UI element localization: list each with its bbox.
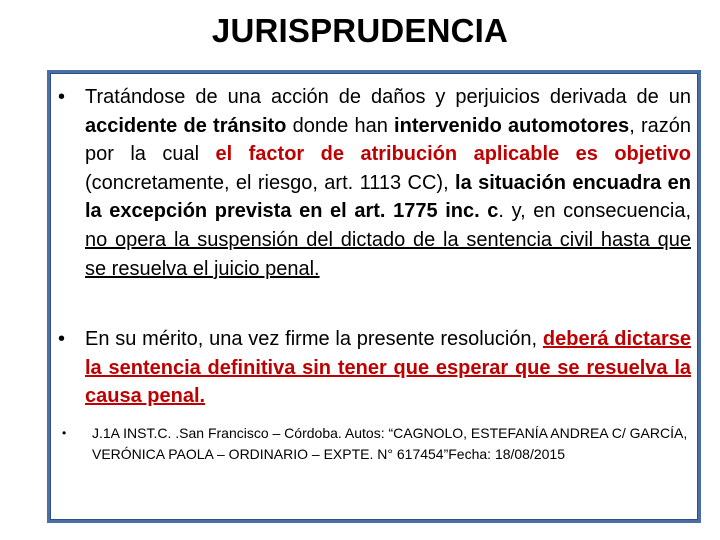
bullet-item-2 <box>58 325 691 411</box>
text-plain: . y, en consecuencia, <box>498 200 692 223</box>
text-red-factor-atribucion: el factor de atribución aplicable es objetivo <box>215 143 691 166</box>
citation-text: J.1A INST.C. .San Francisco – Córdoba. Autos: “CAGNOLO, ESTEFANÍA ANDREA C/ GARCÍA, VERÓNICA PAOLA – ORDINARIO – EXPTE. N° 617454”Fecha: 18/08/2015 <box>92 425 688 462</box>
text-plain: , razón por la cual <box>85 114 691 166</box>
text-bold-accident: accidente de tránsito <box>85 114 287 137</box>
text-underlined-suspension: no opera la suspensión del dictado de la sentencia civil hasta que se resuelva el juicio penal. <box>85 228 691 280</box>
text-bold-excepcion: la situación encuadra en la excepción prevista en el art. 1775 inc. c <box>85 171 691 223</box>
bullet-marker: • <box>58 86 66 108</box>
citation-marker: • <box>62 426 67 440</box>
content-frame <box>47 70 701 523</box>
bullet-marker: • <box>58 328 66 350</box>
citation-item <box>62 423 690 465</box>
bullet-item-1 <box>58 83 691 283</box>
text-red-underlined-sentencia: deberá dictarse la sentencia definitiva sin tener que esperar que se resuelva la causa penal. <box>85 328 691 408</box>
text-plain: Tratándose de una acción de daños y perjuicios derivada de un <box>85 86 691 108</box>
text-plain: En su mérito, una vez firme la presente resolución, <box>85 328 543 350</box>
slide-title: JURISPRUDENCIA <box>211 12 509 49</box>
text-plain: (concretamente, el riesgo, art. 1113 CC), <box>85 171 456 194</box>
text-plain: donde han <box>286 114 395 137</box>
bullet-text-1 <box>85 83 691 283</box>
text-bold-automotores: intervenido automotores <box>394 114 630 137</box>
bullet-text-2 <box>85 325 691 411</box>
